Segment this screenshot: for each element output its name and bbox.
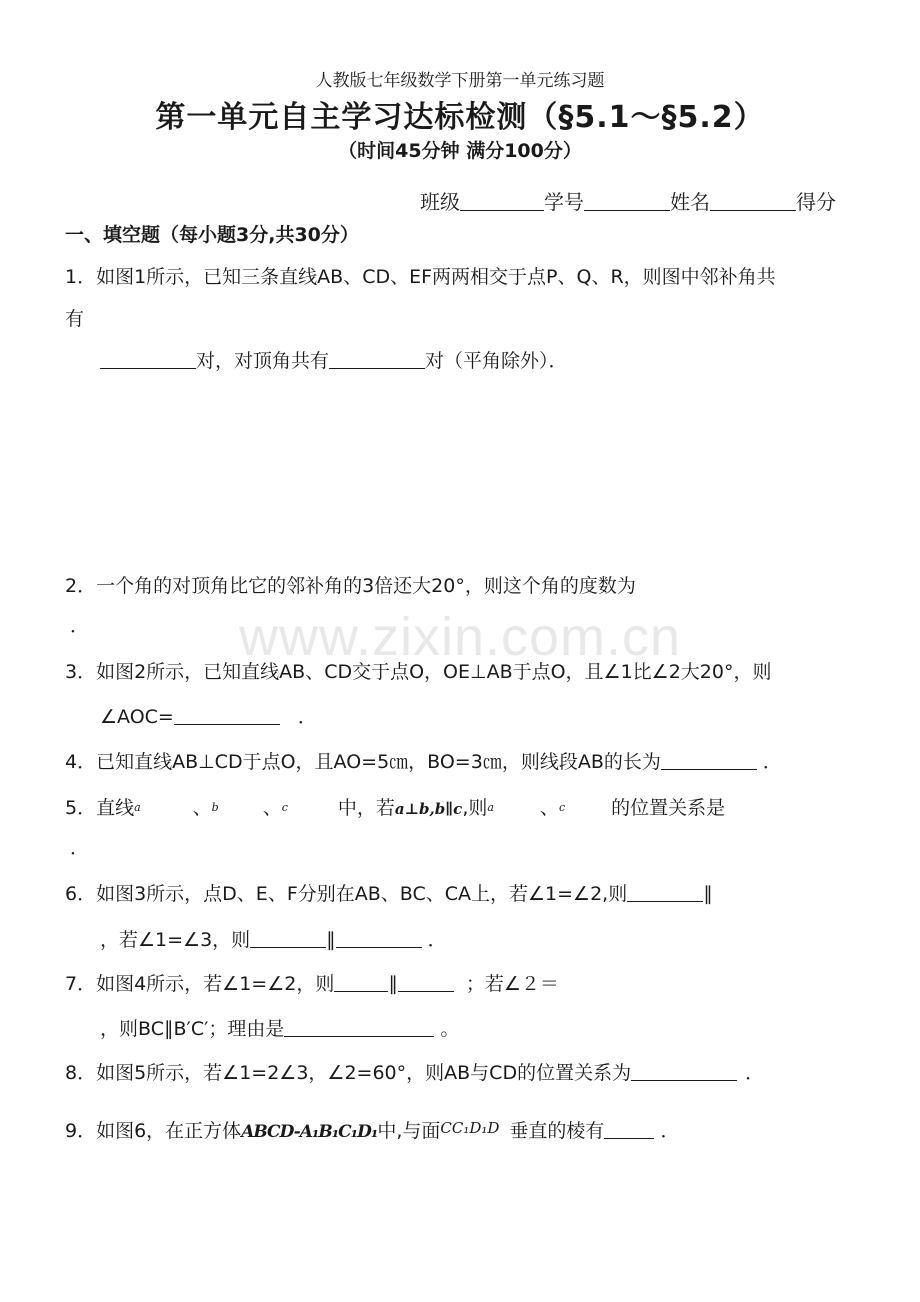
q6-text-2: ，若∠1=∠3，则 [100,929,251,951]
q5-text-1: 5．直线 [65,797,135,819]
q5-var-c2: c [558,801,566,814]
q9-face-notation: CC₁D₁D [440,1119,500,1137]
number-label: 学号 [544,190,584,214]
class-label: 班级 [420,190,460,214]
q7-blank-2[interactable] [398,971,454,992]
q1-text-1: 对，对顶角共有 [196,350,330,372]
document-subtitle: （时间45分钟 满分100分） [338,140,582,162]
q5-text-3: ,则 [462,797,488,819]
name-blank[interactable] [710,190,796,211]
q6-blank-1[interactable] [627,881,703,902]
q6-blank-3[interactable] [336,927,422,948]
q9-line [65,1113,679,1147]
score-label: 得分 [796,190,836,214]
q9-text-4: ． [660,1120,680,1142]
q2-line1: 2．一个角的对顶角比它的邻补角的3倍还大20°，则这个角的度数为 [65,575,636,597]
q7-blank-3[interactable] [284,1016,434,1037]
q1-blank-2[interactable] [329,348,425,369]
q6-parallel-1: ∥ [703,883,713,905]
q5-line2: ． [70,837,90,859]
q5-var-a: a [134,801,141,814]
q8-text-2: ． [745,1062,765,1084]
q6-line2 [100,925,447,955]
document-title: 第一单元自主学习达标检测（§5.1～§5.2） [155,100,765,135]
q9-cube-notation: ABCD-A₁B₁C₁D₁ [241,1122,378,1142]
watermark: www.zixin.com.cn [238,607,682,667]
q2-line2: ． [70,615,90,637]
q3-text-1: ∠AOC= [100,706,174,728]
q5-line1 [65,793,725,824]
q6-line1 [65,879,713,909]
q7-text-2: ；若∠２＝ [465,973,559,995]
q6-text-3: ． [427,929,447,951]
q5-var-b: b [211,801,219,814]
q5-text-4: 的位置关系是 [611,797,726,819]
q9-text-3: 垂直的棱有 [509,1120,605,1142]
q7-line1 [65,969,559,999]
q4-line [65,747,782,777]
q3-line2 [100,702,317,732]
q3-text-2: ． [297,706,317,728]
q5-sep-3: 、 [539,797,559,819]
q7-text-1: 7．如图4所示，若∠1=∠2，则 [65,973,335,995]
q8-blank[interactable] [631,1060,737,1081]
q1-line2: 有 [65,308,85,330]
q7-line2 [100,1014,459,1044]
q4-blank[interactable] [661,749,757,770]
q3-line1: 3．如图2所示，已知直线AB、CD交于点O，OE⊥AB于点O，且∠1比∠2大20°，则 [65,661,772,683]
q6-blank-2[interactable] [250,927,326,948]
student-info-row [420,186,836,215]
q8-line [65,1058,764,1088]
q7-blank-1[interactable] [334,971,388,992]
name-label: 姓名 [670,190,710,214]
q1-line1: 1．如图1所示，已知三条直线AB、CD、EF两两相交于点P、Q、R，则图中邻补角共 [65,266,776,288]
q5-var-a2: a [487,801,494,814]
q1-line3 [100,346,568,376]
q7-parallel: ∥ [388,973,398,995]
q7-text-3: ，则BC∥B′C′；理由是 [100,1018,285,1040]
q5-condition: a⊥b,b∥c [394,800,463,818]
q8-text-1: 8．如图5所示，若∠1=2∠3，∠2=60°，则AB与CD的位置关系为 [65,1062,632,1084]
q5-sep-2: 、 [262,797,282,819]
document-caption: 人教版七年级数学下册第一单元练习题 [315,71,605,91]
q9-blank[interactable] [604,1118,654,1139]
q1-text-2: 对（平角除外）． [425,350,568,372]
q5-var-c: c [281,801,288,814]
number-blank[interactable] [584,190,670,211]
q4-text-2: ． [762,751,782,773]
q3-blank[interactable] [174,704,280,725]
q4-text-1: 4．已知直线AB⊥CD于点O，且AO=5㎝，BO=3㎝，则线段AB的长为 [65,751,661,773]
q5-sep-1: 、 [192,797,212,819]
q9-text-2: 中,与面 [377,1120,441,1142]
q6-parallel-2: ∥ [326,929,336,951]
q1-blank-1[interactable] [100,348,196,369]
q9-text-1: 9．如图6，在正方体 [65,1120,242,1142]
q7-text-4: 。 [440,1018,460,1040]
section-1-heading: 一、填空题（每小题3分,共30分） [65,224,359,246]
q5-text-2: 中，若 [337,797,395,819]
q6-text-1: 6．如图3所示，点D、E、F分别在AB、BC、CA上，若∠1=∠2,则 [65,883,628,905]
class-blank[interactable] [460,190,544,211]
